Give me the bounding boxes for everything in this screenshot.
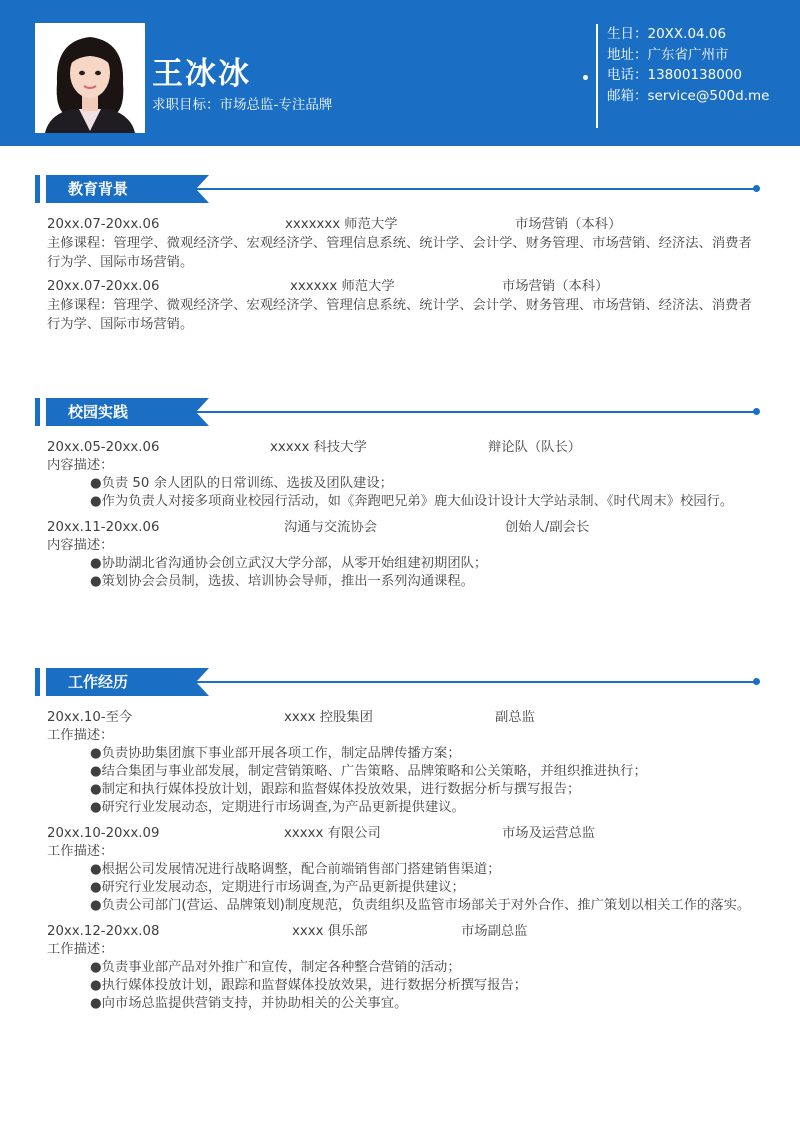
list-item	[90, 959, 461, 977]
section-label: 校园实践	[68, 403, 129, 421]
work-company: xxxxx 有限公司	[284, 826, 381, 841]
work-desc-label: 工作描述：	[47, 728, 114, 743]
section-label: 教育背景	[68, 180, 129, 198]
section-rule	[188, 681, 754, 683]
campus-org: 沟通与交流协会	[284, 520, 378, 535]
bullet-icon: ●	[90, 862, 102, 877]
bullet-text: 负责事业部产品对外推广和宣传，制定各种整合营销的活动；	[101, 960, 461, 975]
bullet-text: 策划协会会员制，选拔、培训协会导师，推出一系列沟通课程。	[101, 574, 474, 589]
bullet-text: 执行媒体投放计划，跟踪和监督媒体投放效果，进行数据分析撰写报告；	[101, 978, 528, 993]
list-item	[90, 995, 407, 1013]
section-rule	[188, 411, 754, 413]
bullet-icon: ●	[90, 494, 102, 509]
work-company: xxxx 俱乐部	[292, 924, 368, 939]
bullet-icon: ●	[90, 996, 102, 1011]
campus-desc-label: 内容描述：	[47, 458, 114, 473]
campus-desc-label: 内容描述：	[47, 538, 114, 553]
contact-birthday: 生日：20XX.04.06	[607, 26, 727, 42]
edu-major: 市场营销（本科）	[502, 279, 609, 294]
campus-role: 辩论队（队长）	[488, 440, 582, 455]
work-desc-label: 工作描述：	[47, 844, 114, 859]
bullet-text: 协助湖北省沟通协会创立武汉大学分部，从零开始组建初期团队；	[101, 556, 488, 571]
header-divider-dot	[583, 75, 588, 80]
edu-period: 20xx.07-20xx.06	[47, 279, 160, 294]
header-divider	[596, 24, 598, 128]
bullet-text: 根据公司发展情况进行战略调整，配合前端销售部门搭建销售渠道；	[101, 862, 501, 877]
section-tag	[46, 398, 209, 426]
section-education-title	[35, 175, 185, 203]
list-item	[90, 861, 501, 879]
list-item	[90, 763, 647, 781]
bullet-icon: ●	[90, 978, 102, 993]
contact-phone: 电话：13800138000	[607, 67, 742, 83]
campus-org: xxxxx 科技大学	[270, 440, 367, 455]
section-work-title	[35, 668, 185, 696]
edu-school: xxxxxxx 师范大学	[285, 217, 398, 232]
campus-period: 20xx.05-20xx.06	[47, 440, 160, 455]
section-label: 工作经历	[68, 673, 129, 691]
section-campus-title	[35, 398, 185, 426]
edu-period: 20xx.07-20xx.06	[47, 217, 160, 232]
bullet-icon: ●	[90, 746, 102, 761]
bullet-text: 负责公司部门(营运、品牌策划)制度规范，负责组织及监管市场部关于对外合作、推广策划以相关工作的落实。	[101, 898, 751, 913]
work-role: 副总监	[495, 710, 535, 725]
bullet-icon: ●	[90, 556, 102, 571]
work-company: xxxx 控股集团	[284, 710, 373, 725]
section-rule-dot	[753, 185, 760, 192]
list-item	[90, 879, 465, 897]
list-item	[90, 475, 393, 493]
campus-period: 20xx.11-20xx.06	[47, 520, 160, 535]
bullet-text: 结合集团与事业部发展，制定营销策略、广告策略、品牌策略和公关策略，并组织推进执行；	[101, 764, 647, 779]
bullet-icon: ●	[90, 880, 102, 895]
work-period: 20xx.10-20xx.09	[47, 826, 160, 841]
work-period: 20xx.10-至今	[47, 710, 133, 725]
work-role: 市场及运营总监	[502, 826, 596, 841]
bullet-icon: ●	[90, 574, 102, 589]
section-marker	[35, 175, 40, 203]
list-item	[90, 977, 527, 995]
list-item	[90, 555, 487, 573]
work-role: 市场副总监	[461, 924, 528, 939]
bullet-text: 研究行业发展动态，定期进行市场调查,为产品更新提供建议。	[101, 800, 465, 815]
job-objective: 求职目标：市场总监-专注品牌	[152, 97, 333, 113]
resume-header	[0, 0, 800, 146]
bullet-text: 制定和执行媒体投放计划，跟踪和监督媒体投放效果，进行数据分析与撰写报告；	[101, 782, 581, 797]
profile-photo	[35, 23, 145, 133]
edu-school: xxxxxx 师范大学	[290, 279, 395, 294]
contact-info	[607, 24, 769, 106]
list-item	[90, 781, 580, 799]
contact-address: 地址：广东省广州市	[607, 46, 729, 63]
bullet-text: 研究行业发展动态，定期进行市场调查,为产品更新提供建议；	[101, 880, 465, 895]
list-item	[90, 573, 474, 591]
edu-courses: 主修课程：管理学、微观经济学、宏观经济学、管理信息系统、统计学、会计学、财务管理、市场营销、经济法、消费者行为学、国际市场营销。	[47, 236, 752, 270]
work-desc-label: 工作描述：	[47, 942, 114, 957]
list-item	[90, 745, 461, 763]
section-rule-dot	[753, 408, 760, 415]
bullet-icon: ●	[90, 800, 102, 815]
candidate-name: 王冰冰	[152, 56, 251, 92]
bullet-text: 负责协助集团旗下事业部开展各项工作，制定品牌传播方案；	[101, 746, 461, 761]
bullet-icon: ●	[90, 898, 102, 913]
list-item	[90, 493, 733, 511]
bullet-icon: ●	[90, 764, 102, 779]
section-rule	[188, 188, 754, 190]
section-tag	[46, 668, 209, 696]
section-rule-dot	[753, 678, 760, 685]
bullet-text: 作为负责人对接多项商业校园行活动，如《奔跑吧兄弟》鹿大仙设计设计大学站录制、《时代周末》校园行。	[101, 494, 734, 509]
list-item	[90, 897, 750, 915]
section-tag	[46, 175, 209, 203]
work-period: 20xx.12-20xx.08	[47, 924, 160, 939]
edu-courses: 主修课程：管理学、微观经济学、宏观经济学、管理信息系统、统计学、会计学、财务管理、市场营销、经济法、消费者行为学、国际市场营销。	[47, 298, 752, 332]
bullet-icon: ●	[90, 476, 102, 491]
contact-email: 邮箱：service@500d.me	[607, 87, 770, 104]
bullet-text: 负责 50 余人团队的日常训练、选拔及团队建设；	[101, 476, 393, 491]
list-item	[90, 799, 465, 817]
edu-major: 市场营销（本科）	[515, 217, 622, 232]
section-marker	[35, 668, 40, 696]
section-marker	[35, 398, 40, 426]
campus-role: 创始人/副会长	[505, 520, 590, 535]
bullet-icon: ●	[90, 960, 102, 975]
bullet-icon: ●	[90, 782, 102, 797]
bullet-text: 向市场总监提供营销支持，并协助相关的公关事宜。	[101, 996, 408, 1011]
